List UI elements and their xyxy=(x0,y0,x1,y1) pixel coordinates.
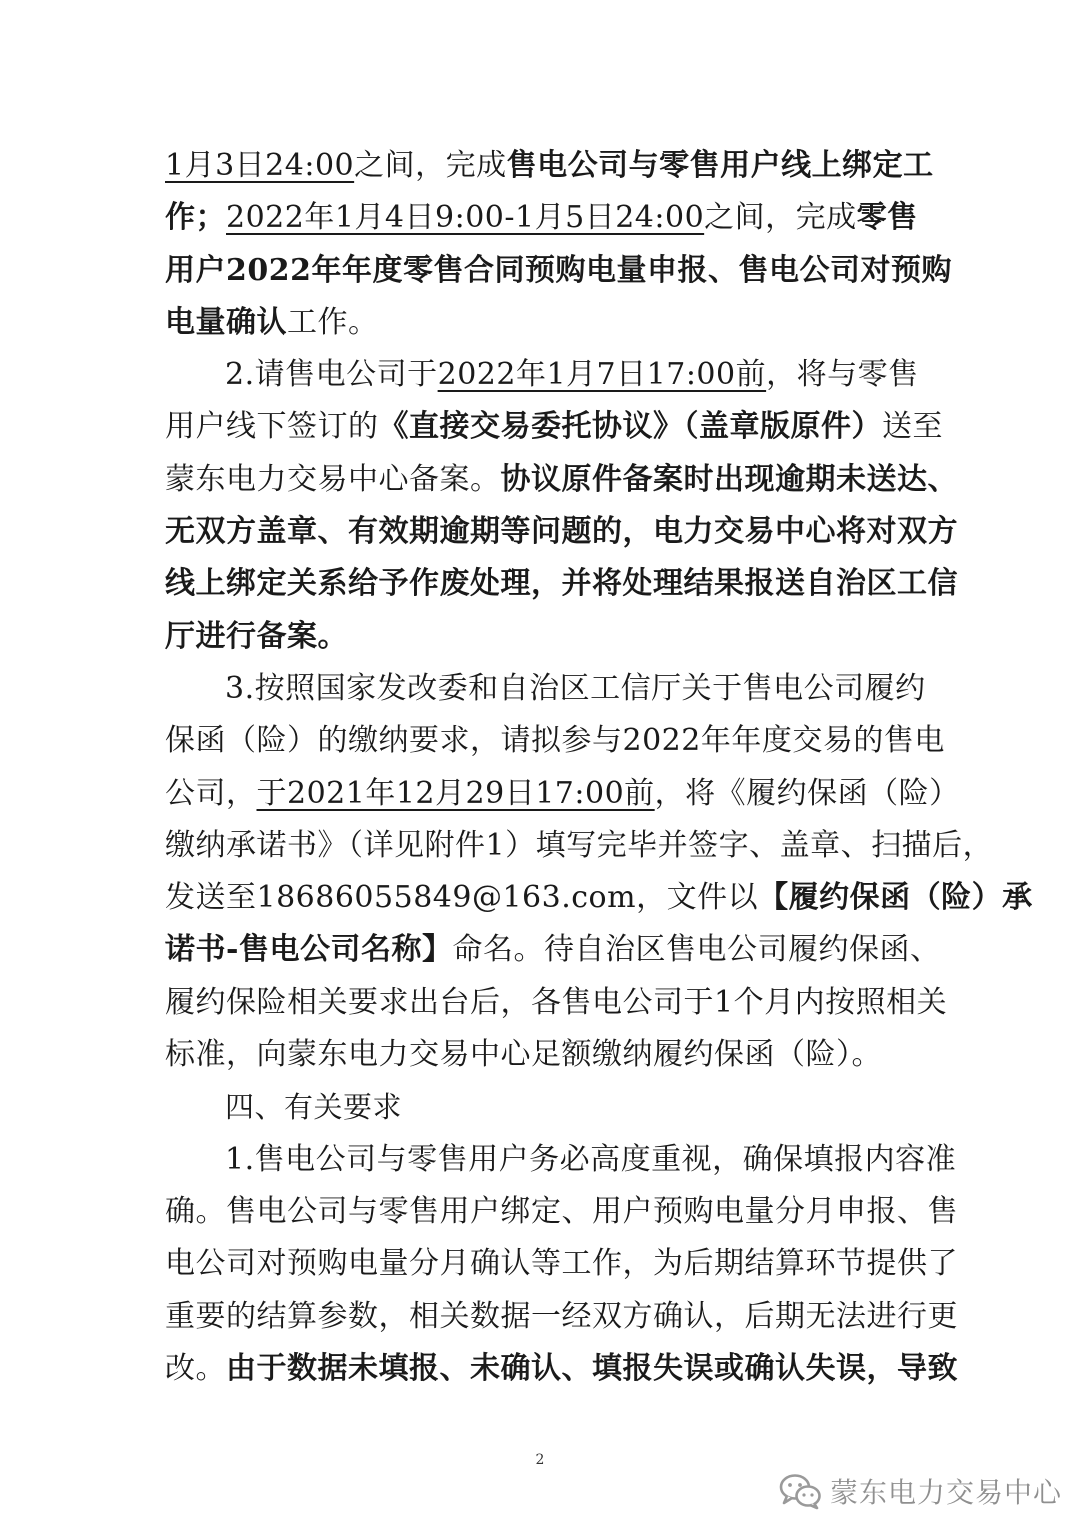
text-segment: 1.售电公司与零售用户务必高度重视，确保填报内容准 xyxy=(225,1141,957,1177)
text-line xyxy=(165,1343,958,1395)
underlined-date: 2022年1月4日9:00-1月5日24:00 xyxy=(226,200,705,236)
bold-text: 协议原件备案时出现逾期未送达、 xyxy=(500,461,958,497)
bold-text: 无双方盖章、有效期逾期等问题的，电力交易中心将对双方 xyxy=(165,514,958,550)
text-line xyxy=(165,192,917,244)
text-line xyxy=(165,977,948,1029)
bold-text: 电量确认 xyxy=(165,304,287,340)
text-line xyxy=(165,1238,958,1290)
bold-text: 《直接交易委托协议》（盖章版原件） xyxy=(378,409,882,445)
bold-text: 诺书-售电公司名称】 xyxy=(165,932,453,968)
underlined-date: 2022年1月7日17:00前 xyxy=(437,357,767,393)
text-line xyxy=(165,872,1033,924)
bold-text: 零售 xyxy=(856,200,918,236)
text-segment: 标准，向蒙东电力交易中心足额缴纳履约保函（险）。 xyxy=(165,1037,882,1073)
watermark-text: 蒙东电力交易中心 xyxy=(830,1476,1063,1509)
text-line xyxy=(165,924,941,976)
bold-text: 售电公司与零售用户线上绑定工 xyxy=(506,148,934,183)
bold-text: 厅进行备案。 xyxy=(165,618,348,654)
text-segment: 发送至18686055849@163.com，文件以 xyxy=(165,880,759,916)
text-line xyxy=(165,401,943,453)
text-segment: 公司， xyxy=(165,775,257,811)
text-segment: 2.请售电公司于 xyxy=(225,357,438,393)
text-segment: ，将《履约保函（险） xyxy=(654,775,960,811)
text-line xyxy=(165,506,958,558)
text-line xyxy=(165,1291,958,1343)
text-line xyxy=(165,558,958,610)
page-number: 2 xyxy=(535,1452,545,1468)
text-line xyxy=(165,820,994,872)
bold-text: 线上绑定关系给予作废处理，并将处理结果报送自治区工信 xyxy=(165,566,958,602)
text-line xyxy=(165,140,934,192)
underlined-date: 1月3日24:00 xyxy=(165,148,355,183)
text-segment: 缴纳承诺书》（详见附件1）填写完毕并签字、盖章、扫描后， xyxy=(165,827,994,863)
document-body xyxy=(165,140,1033,1395)
text-segment: 保函（险）的缴纳要求，请拟参与2022年年度交易的售电 xyxy=(165,723,945,759)
text-line xyxy=(165,1186,958,1238)
text-segment: 履约保险相关要求出台后，各售电公司于1个月内按照相关 xyxy=(165,984,948,1020)
text-line xyxy=(165,245,952,297)
text-segment: 工作。 xyxy=(287,304,379,340)
section-heading xyxy=(165,1081,917,1133)
text-line xyxy=(165,1134,957,1186)
bold-text: 由于数据未填报、未确认、填报失误或确认失误，导致 xyxy=(226,1350,958,1386)
text-line xyxy=(165,663,926,715)
text-segment: 改。 xyxy=(165,1350,226,1386)
text-segment: 蒙东电力交易中心备案。 xyxy=(165,461,501,497)
text-line xyxy=(165,611,917,663)
bold-text: 作； xyxy=(165,200,226,236)
text-line xyxy=(165,297,917,349)
text-segment: 确。售电公司与零售用户绑定、用户预购电量分月申报、售 xyxy=(165,1193,958,1229)
bold-text: 【履约保函（险）承 xyxy=(758,880,1033,916)
text-segment: 命名。待自治区售电公司履约保函、 xyxy=(452,932,941,968)
underlined-date: 于2021年12月29日17:00前 xyxy=(256,775,655,811)
text-line xyxy=(165,349,917,401)
text-segment: 用户线下签订的 xyxy=(165,409,379,445)
text-segment: 电公司对预购电量分月确认等工作，为后期结算环节提供了 xyxy=(165,1246,958,1282)
text-segment: 送至 xyxy=(882,409,943,445)
text-line xyxy=(165,768,960,820)
text-segment: 重要的结算参数，相关数据一经双方确认，后期无法进行更 xyxy=(165,1298,958,1334)
bold-text: 用户2022年年度零售合同预购电量申报、售电公司对预购 xyxy=(165,252,952,288)
text-line xyxy=(165,1029,917,1081)
wechat-icon xyxy=(778,1472,822,1510)
text-segment: 之间，完成 xyxy=(704,200,857,236)
text-segment: 四、有关要求 xyxy=(225,1090,403,1125)
text-segment: 之间，完成 xyxy=(354,148,507,183)
text-segment: 3.按照国家发改委和自治区工信厅关于售电公司履约 xyxy=(225,670,926,706)
text-segment: ，将与零售 xyxy=(766,357,919,393)
text-line xyxy=(165,454,958,506)
watermark xyxy=(778,1466,1062,1516)
text-line xyxy=(165,715,945,767)
